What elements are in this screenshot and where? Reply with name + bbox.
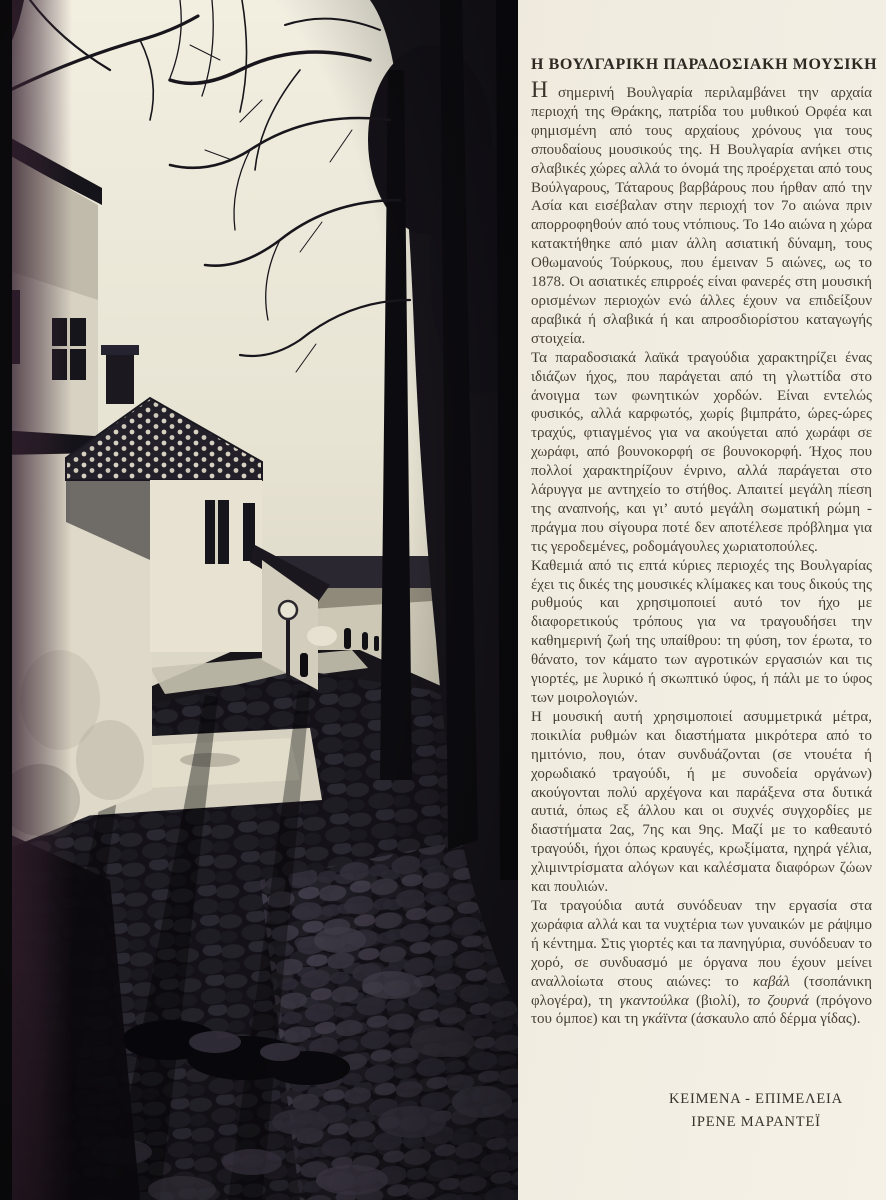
text-segment: (βιολί),	[688, 992, 748, 1009]
drop-cap: Η	[531, 77, 548, 103]
text-segment: Τα παραδοσιακά λαϊκά τραγούδια χαρακτηρίζει ένας ιδιάζων ήχος, που παράγεται από τη γλωττίδα στο άνοιγμα των φωνητικών χορδών. Είναι εντελώς φυσικός, αλλά καρφωτός, χωρίς βιμπράτο, ώρες-ώρες τραχύς, φτιαγμένος για να ακούγεται από χωράφι σε χωράφι, από βουνοκορφή σε βουνοκορφή. Ήχος που πολλοί χαρακτηρίζουν ένρινο, αλλά παράγεται στο λάρυγγα με αντηχείο το στήθος. Απαιτεί μεγάλη πίεση της αναπνοής, και γι’ αυτό μεγάλη σωματική ρώμη - πράγμα που σίγουρα ποτέ δεν αποτέλεσε πρόβλημα για τις γεροδεμένες, ροδομάγουλες χωριατοπούλες.	[531, 349, 872, 555]
credits-name: ΙΡΕΝΕ ΜΑΡΑΝΤΕΪ	[691, 1114, 821, 1130]
paragraph	[531, 77, 872, 349]
text-segment: (πρόγονο του όμποε) και τη	[531, 992, 872, 1028]
paragraph	[531, 349, 872, 557]
text-segment: σημερινή Βουλγαρία περιλαμβάνει την αρχαία περιοχή της Θράκης, πατρίδα του μυθικού Ορφέα και φημισμένη από τους αρχαίους χρόνους για τους σπουδαίους μουσικούς της. Η Βουλγαρία ανήκει στις σλαβικές χώρες αλλά το όνομά της προέρχεται από τους Βούλγαρους, Τάταρους βαρβάρους που ήρθαν από την Ασία και εισέβαλαν στην περιοχή τον 7ο αιώνα πριν απορροφηθούν από τους ντόπιους. Το 14ο αιώνα η χώρα κατακτήθηκε από μιαν άλλη ασιατική δύναμη, τους Οθωμανούς Τούρκους, που έμειναν 5 αιώνες, ως το 1878. Οι ασιατικές επιρροές είναι φανερές στη μουσική ορισμένων περιοχών ενώ άλλες έχουν να επιδείξουν αραβικά ή σλαβικά ή και απροσδιορίστου καταγωγής στοιχεία.	[531, 85, 872, 347]
text-segment: Τα τραγούδια αυτά συνόδευαν την εργασία στα χωράφια αλλά και τα νυχτέρια των γυναικών με ράψιμο ή κέντημα. Στις γιορτές και τα πανηγύρια, συνόδευαν το χορό, σε συνδυασμό με όργανα που έχουν μείνει αναλλοίωτα στους αιώνες: το	[531, 897, 872, 990]
page-title: Η ΒΟΥΛΓΑΡΙΚΗ ΠΑΡΑΔΟΣΙΑΚΗ ΜΟΥΣΙΚΗ	[531, 55, 878, 73]
italic-term: καβάλ	[752, 973, 790, 990]
text-segment: (τσοπάνικη φλογέρα), τη	[531, 973, 872, 1009]
italic-term: γκαντούλκα	[619, 992, 689, 1009]
paragraph	[531, 897, 872, 1029]
article-body	[531, 77, 872, 1029]
italic-term: γκάϊντα	[642, 1011, 688, 1028]
paragraph	[531, 557, 872, 708]
italic-term: το ζουρνά	[747, 992, 809, 1009]
credits-role: ΚΕΙΜΕΝΑ - ΕΠΙΜΕΛΕΙΑ	[669, 1091, 843, 1107]
text-segment: Η μουσική αυτή χρησιμοποιεί ασυμμετρικά μέτρα, ποικιλία ρυθμών και διαστήματα μικρότερα από το ημιτόνιο, που, όταν συνδυάζονται (σε ντουέτα ή χορωδιακό τραγούδι, ή με συνοδεία οργάνων) ακούγονται πολύ αρχέγονα και παράξενα στα δυτικά αυτιά, όπως εξ άλλου και οι συχνές συγχορδίες με διαστήματα 2ας, 7ης και 9ης. Μαζί με το καθεαυτό τραγούδι, ήχοι όπως κραυγές, κρωξίματα, ηχηρά γέλια, χλιμιντρίσματα αλόγων και καλέσματα διαφόρων ζώων και πουλιών.	[531, 708, 872, 896]
credits-block	[626, 1088, 886, 1134]
text-segment: (άσκαυλο από δέρμα γίδας).	[687, 1011, 861, 1028]
paragraph	[531, 708, 872, 897]
text-segment: Καθεμιά από τις επτά κύριες περιοχές της Βουλγαρίας έχει τις δικές της μουσικές κλίμακες και τους δικούς της ρυθμούς και χρησιμοποιεί αυτό τον ήχο με διαφορετικούς τρόπους για να τραγουδήσει την καθημερινή ζωή της υπαίθρου: τη φύση, τον έρωτα, το θάνατο, τον κάματο των αγροτικών εργασιών και τις γιορτές, με λυρικό ή σκωπτικό ύφος, ή πάλι με το ύφος των μοιρολογιών.	[531, 557, 872, 706]
